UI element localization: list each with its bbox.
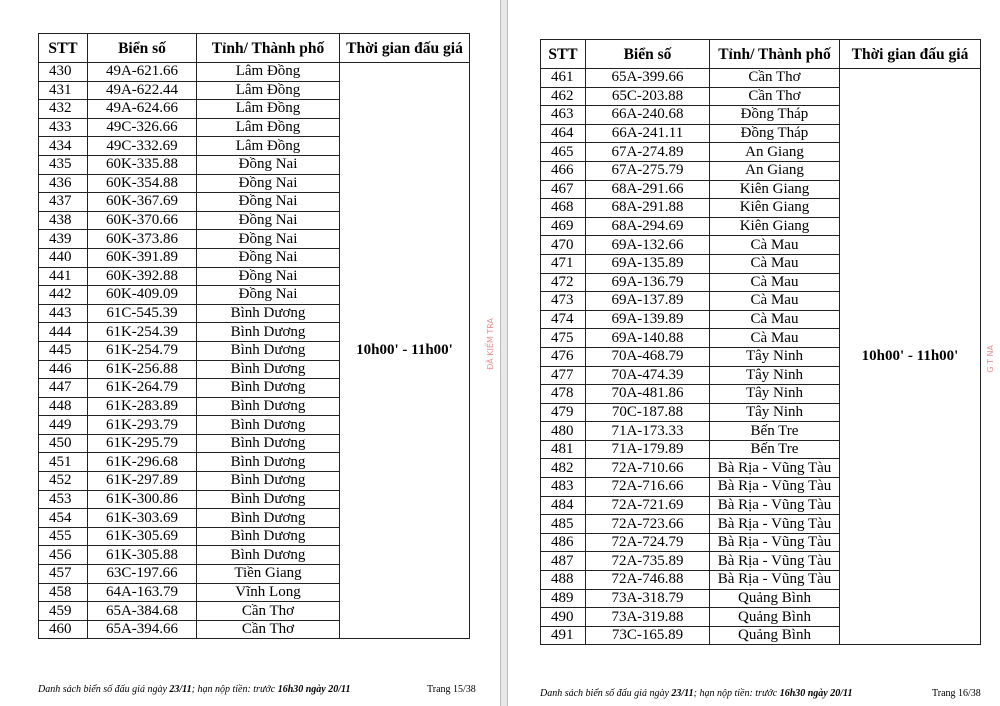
row-province: Đồng Nai: [197, 267, 340, 286]
row-stt: 440: [39, 248, 88, 267]
row-plate: 65A-399.66: [586, 69, 710, 88]
row-plate: 70A-481.86: [586, 385, 710, 404]
row-plate: 60K-370.66: [88, 211, 197, 230]
row-stt: 448: [39, 397, 88, 416]
row-plate: 72A-723.66: [586, 515, 710, 534]
row-plate: 61K-303.69: [88, 509, 197, 528]
row-plate: 68A-291.66: [586, 180, 710, 199]
row-stt: 482: [541, 459, 586, 478]
row-plate: 61K-264.79: [88, 379, 197, 398]
table-row: [541, 69, 981, 88]
row-stt: 477: [541, 366, 586, 385]
plate-table: [540, 39, 981, 645]
row-province: Đồng Tháp: [710, 106, 840, 125]
row-plate: 60K-354.88: [88, 174, 197, 193]
row-plate: 60K-409.09: [88, 286, 197, 305]
row-province: Bình Dương: [197, 323, 340, 342]
row-plate: 61K-297.89: [88, 472, 197, 491]
row-stt: 475: [541, 329, 586, 348]
row-stt: 490: [541, 608, 586, 627]
row-stt: 461: [541, 69, 586, 88]
row-plate: 71A-173.33: [586, 422, 710, 441]
row-province: Bến Tre: [710, 440, 840, 459]
row-plate: 72A-746.88: [586, 571, 710, 590]
row-plate: 70C-187.88: [586, 403, 710, 422]
auction-time-cell: 10h00' - 11h00': [840, 69, 981, 645]
header-plate: Biển số: [88, 34, 197, 63]
row-plate: 65C-203.88: [586, 87, 710, 106]
row-province: Lâm Đồng: [197, 118, 340, 137]
row-province: Cà Mau: [710, 236, 840, 255]
row-stt: 439: [39, 230, 88, 249]
row-stt: 459: [39, 602, 88, 621]
row-plate: 66A-241.11: [586, 124, 710, 143]
row-plate: 61K-256.88: [88, 360, 197, 379]
row-plate: 70A-474.39: [586, 366, 710, 385]
footer-note: Danh sách biển số đấu giá ngày 23/11; hạn nộp tiền: trước 16h30 ngày 20/11: [38, 684, 351, 695]
row-province: Tây Ninh: [710, 366, 840, 385]
row-plate: 49C-332.69: [88, 137, 197, 156]
row-stt: 431: [39, 81, 88, 100]
row-plate: 49A-622.44: [88, 81, 197, 100]
row-province: Bà Rịa - Vũng Tàu: [710, 515, 840, 534]
row-province: Bà Rịa - Vũng Tàu: [710, 478, 840, 497]
row-plate: 61K-293.79: [88, 416, 197, 435]
row-plate: 69A-132.66: [586, 236, 710, 255]
row-stt: 469: [541, 217, 586, 236]
header-plate: Biển số: [586, 40, 710, 69]
row-province: Kiên Giang: [710, 199, 840, 218]
row-stt: 463: [541, 106, 586, 125]
row-plate: 60K-335.88: [88, 155, 197, 174]
row-stt: 454: [39, 509, 88, 528]
row-stt: 446: [39, 360, 88, 379]
table-row: [39, 63, 470, 82]
header-province: Tỉnh/ Thành phố: [197, 34, 340, 63]
row-province: Đồng Nai: [197, 248, 340, 267]
row-province: Đồng Nai: [197, 193, 340, 212]
row-province: Bình Dương: [197, 434, 340, 453]
row-plate: 69A-140.88: [586, 329, 710, 348]
row-province: Quảng Bình: [710, 626, 840, 645]
row-plate: 69A-137.89: [586, 292, 710, 311]
row-province: Kiên Giang: [710, 180, 840, 199]
row-stt: 455: [39, 527, 88, 546]
row-stt: 485: [541, 515, 586, 534]
row-stt: 457: [39, 565, 88, 584]
row-stt: 489: [541, 589, 586, 608]
row-province: Lâm Đồng: [197, 137, 340, 156]
row-plate: 49C-326.66: [88, 118, 197, 137]
row-province: Tiền Giang: [197, 565, 340, 584]
row-plate: 64A-163.79: [88, 583, 197, 602]
row-plate: 73C-165.89: [586, 626, 710, 645]
row-province: Lâm Đồng: [197, 100, 340, 119]
row-stt: 445: [39, 341, 88, 360]
plate-table: [38, 33, 470, 639]
row-province: Bình Dương: [197, 360, 340, 379]
row-stt: 465: [541, 143, 586, 162]
row-province: Bà Rịa - Vũng Tàu: [710, 552, 840, 571]
row-stt: 432: [39, 100, 88, 119]
row-plate: 65A-384.68: [88, 602, 197, 621]
row-plate: 61K-296.68: [88, 453, 197, 472]
row-plate: 49A-624.66: [88, 100, 197, 119]
row-plate: 61K-300.86: [88, 490, 197, 509]
row-province: An Giang: [710, 143, 840, 162]
row-stt: 479: [541, 403, 586, 422]
row-plate: 69A-135.89: [586, 254, 710, 273]
row-stt: 460: [39, 620, 88, 639]
row-province: Kiên Giang: [710, 217, 840, 236]
row-stt: 452: [39, 472, 88, 491]
row-province: Cần Thơ: [197, 602, 340, 621]
row-plate: 65A-394.66: [88, 620, 197, 639]
row-plate: 68A-291.88: [586, 199, 710, 218]
row-province: Cà Mau: [710, 273, 840, 292]
row-province: Tây Ninh: [710, 385, 840, 404]
row-plate: 61K-295.79: [88, 434, 197, 453]
header-auction-time: Thời gian đấu giá: [840, 40, 981, 69]
row-stt: 438: [39, 211, 88, 230]
red-stamp: G T NA: [986, 345, 995, 373]
row-province: Bình Dương: [197, 527, 340, 546]
row-plate: 61K-305.88: [88, 546, 197, 565]
row-stt: 470: [541, 236, 586, 255]
row-stt: 464: [541, 124, 586, 143]
row-province: Cà Mau: [710, 329, 840, 348]
row-province: Đồng Nai: [197, 155, 340, 174]
row-province: Bình Dương: [197, 397, 340, 416]
row-plate: 67A-275.79: [586, 161, 710, 180]
document-page-16: [507, 0, 1000, 706]
row-stt: 453: [39, 490, 88, 509]
row-stt: 484: [541, 496, 586, 515]
row-stt: 442: [39, 286, 88, 305]
row-plate: 68A-294.69: [586, 217, 710, 236]
row-plate: 63C-197.66: [88, 565, 197, 584]
header-auction-time: Thời gian đấu giá: [340, 34, 470, 63]
row-plate: 60K-373.86: [88, 230, 197, 249]
row-stt: 456: [39, 546, 88, 565]
row-plate: 73A-319.88: [586, 608, 710, 627]
row-province: Bình Dương: [197, 304, 340, 323]
row-stt: 443: [39, 304, 88, 323]
row-province: Bình Dương: [197, 416, 340, 435]
row-stt: 435: [39, 155, 88, 174]
row-province: Bình Dương: [197, 509, 340, 528]
row-stt: 449: [39, 416, 88, 435]
row-plate: 61K-254.39: [88, 323, 197, 342]
row-province: Đồng Tháp: [710, 124, 840, 143]
row-stt: 451: [39, 453, 88, 472]
row-stt: 458: [39, 583, 88, 602]
row-stt: 483: [541, 478, 586, 497]
table-header-row: [541, 40, 981, 69]
row-plate: 61C-545.39: [88, 304, 197, 323]
header-stt: STT: [541, 40, 586, 69]
row-province: Tây Ninh: [710, 403, 840, 422]
row-stt: 471: [541, 254, 586, 273]
row-province: Bến Tre: [710, 422, 840, 441]
row-province: Bình Dương: [197, 453, 340, 472]
row-province: Bà Rịa - Vũng Tàu: [710, 533, 840, 552]
row-province: Đồng Nai: [197, 174, 340, 193]
row-plate: 69A-136.79: [586, 273, 710, 292]
row-stt: 468: [541, 199, 586, 218]
row-province: Lâm Đồng: [197, 63, 340, 82]
row-stt: 481: [541, 440, 586, 459]
page-number: Trang 16/38: [932, 688, 981, 699]
row-province: Cà Mau: [710, 292, 840, 311]
row-plate: 66A-240.68: [586, 106, 710, 125]
row-plate: 72A-735.89: [586, 552, 710, 571]
row-stt: 488: [541, 571, 586, 590]
row-plate: 69A-139.89: [586, 310, 710, 329]
row-stt: 486: [541, 533, 586, 552]
row-stt: 447: [39, 379, 88, 398]
row-province: Cà Mau: [710, 254, 840, 273]
row-stt: 478: [541, 385, 586, 404]
row-stt: 433: [39, 118, 88, 137]
auction-time-cell: 10h00' - 11h00': [340, 63, 470, 639]
row-province: Cần Thơ: [710, 87, 840, 106]
page-number: Trang 15/38: [427, 684, 476, 695]
header-stt: STT: [39, 34, 88, 63]
row-stt: 450: [39, 434, 88, 453]
row-plate: 72A-721.69: [586, 496, 710, 515]
row-plate: 49A-621.66: [88, 63, 197, 82]
row-stt: 441: [39, 267, 88, 286]
row-plate: 61K-283.89: [88, 397, 197, 416]
row-province: Bình Dương: [197, 546, 340, 565]
row-province: Bình Dương: [197, 379, 340, 398]
row-province: Lâm Đồng: [197, 81, 340, 100]
row-province: Đồng Nai: [197, 230, 340, 249]
row-province: Quảng Bình: [710, 589, 840, 608]
row-stt: 472: [541, 273, 586, 292]
row-plate: 72A-724.79: [586, 533, 710, 552]
table-header-row: [39, 34, 470, 63]
row-stt: 473: [541, 292, 586, 311]
row-stt: 491: [541, 626, 586, 645]
row-stt: 476: [541, 347, 586, 366]
row-province: Tây Ninh: [710, 347, 840, 366]
row-plate: 60K-391.89: [88, 248, 197, 267]
row-plate: 72A-710.66: [586, 459, 710, 478]
row-plate: 67A-274.89: [586, 143, 710, 162]
row-plate: 61K-305.69: [88, 527, 197, 546]
row-province: Quảng Bình: [710, 608, 840, 627]
row-plate: 60K-367.69: [88, 193, 197, 212]
row-stt: 480: [541, 422, 586, 441]
row-province: Đồng Nai: [197, 286, 340, 305]
row-stt: 466: [541, 161, 586, 180]
row-province: Bà Rịa - Vũng Tàu: [710, 496, 840, 515]
row-province: Cần Thơ: [197, 620, 340, 639]
row-province: Vĩnh Long: [197, 583, 340, 602]
row-stt: 437: [39, 193, 88, 212]
row-plate: 61K-254.79: [88, 341, 197, 360]
row-province: Cần Thơ: [710, 69, 840, 88]
row-plate: 60K-392.88: [88, 267, 197, 286]
row-plate: 73A-318.79: [586, 589, 710, 608]
row-stt: 436: [39, 174, 88, 193]
row-province: Bình Dương: [197, 341, 340, 360]
row-province: Bình Dương: [197, 472, 340, 491]
row-stt: 487: [541, 552, 586, 571]
header-province: Tỉnh/ Thành phố: [710, 40, 840, 69]
row-plate: 72A-716.66: [586, 478, 710, 497]
row-stt: 462: [541, 87, 586, 106]
row-province: Đồng Nai: [197, 211, 340, 230]
row-stt: 430: [39, 63, 88, 82]
red-stamp: ĐÃ KIỂM TRA: [486, 318, 495, 370]
row-province: Bình Dương: [197, 490, 340, 509]
row-province: Bà Rịa - Vũng Tàu: [710, 459, 840, 478]
row-plate: 70A-468.79: [586, 347, 710, 366]
footer-note: Danh sách biển số đấu giá ngày 23/11; hạn nộp tiền: trước 16h30 ngày 20/11: [540, 688, 853, 699]
row-plate: 71A-179.89: [586, 440, 710, 459]
row-stt: 444: [39, 323, 88, 342]
row-province: An Giang: [710, 161, 840, 180]
row-province: Bà Rịa - Vũng Tàu: [710, 571, 840, 590]
row-stt: 434: [39, 137, 88, 156]
row-stt: 467: [541, 180, 586, 199]
row-stt: 474: [541, 310, 586, 329]
row-province: Cà Mau: [710, 310, 840, 329]
